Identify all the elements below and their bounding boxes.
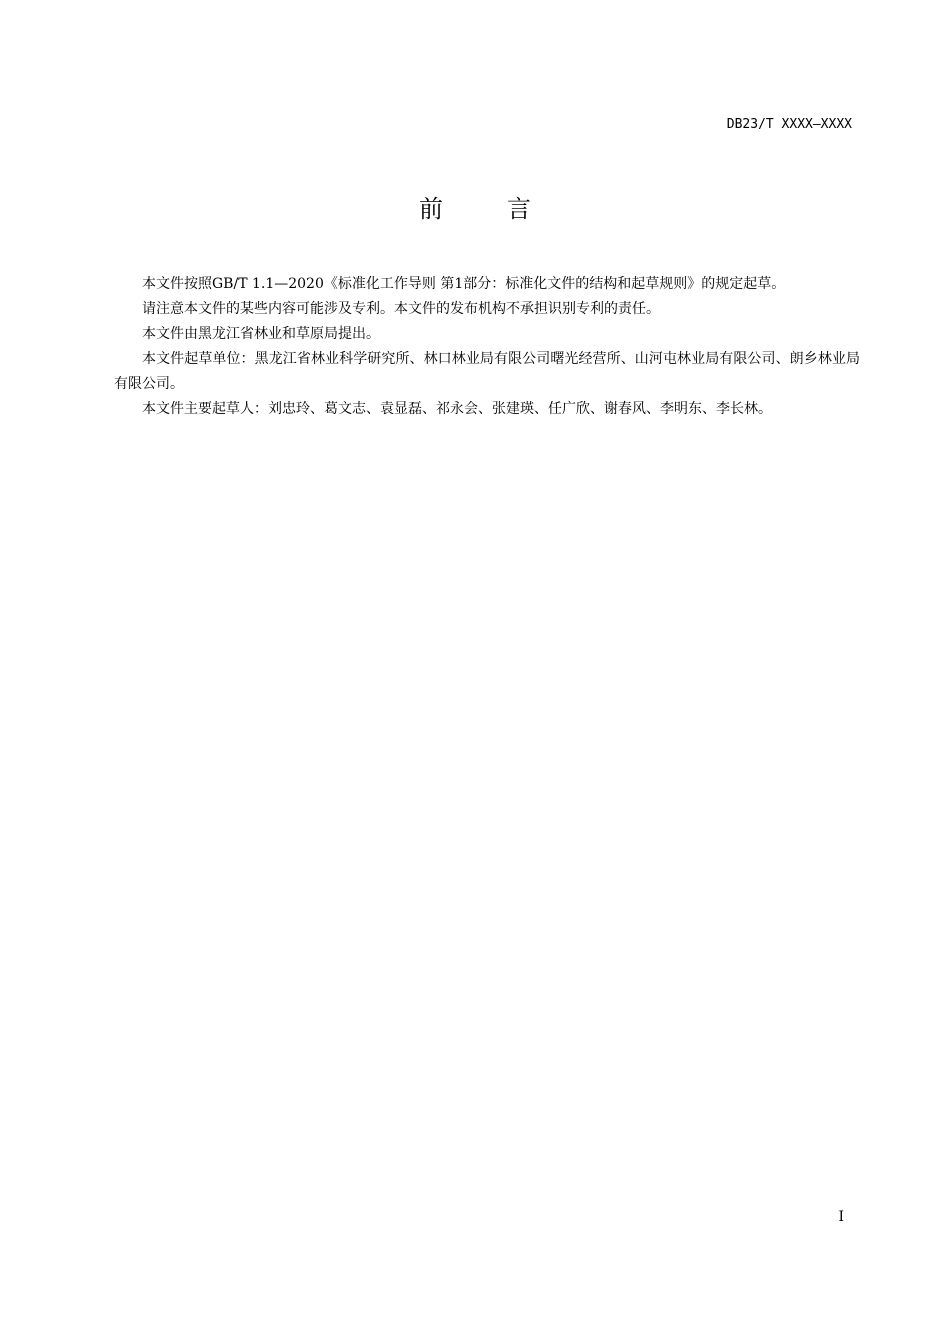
section-title: 前言: [419, 195, 595, 223]
document-code: DB23/T XXXX—XXXX: [726, 117, 852, 132]
paragraph-drafters: 本文件主要起草人：刘忠玲、葛文志、袁显磊、祁永会、张建瑛、任广欣、谢春风、李明东、李长林。: [142, 401, 772, 417]
paragraph-drafting-basis: 本文件按照GB/T 1.1—2020《标准化工作导则 第1部分：标准化文件的结构和起草规则》的规定起草。: [142, 276, 786, 292]
paragraph-drafting-units: 本文件起草单位：黑龙江省林业科学研究所、林口林业局有限公司曙光经营所、山河屯林业局有限公司、朗乡林业局有限公司。: [114, 351, 860, 392]
paragraph-patent-notice: 请注意本文件的某些内容可能涉及专利。本文件的发布机构不承担识别专利的责任。: [142, 301, 660, 317]
body-text: [114, 272, 860, 422]
paragraph-proposer: 本文件由黑龙江省林业和草原局提出。: [142, 326, 380, 342]
page-number: I: [838, 1209, 844, 1225]
